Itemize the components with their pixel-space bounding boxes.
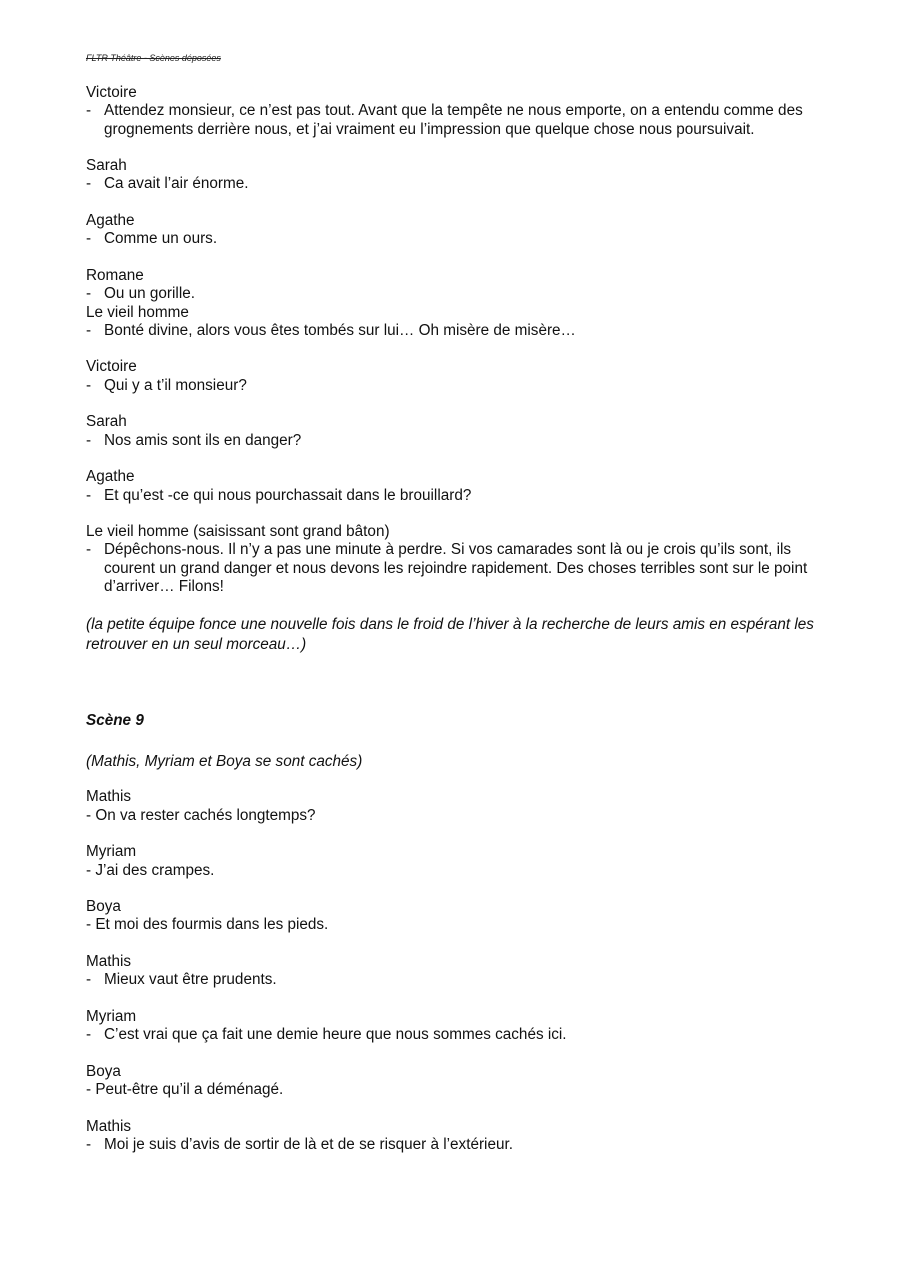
- dash-marker: -: [86, 1136, 92, 1154]
- speaker-name: Myriam: [86, 1007, 137, 1025]
- dialogue-text: - Et moi des fourmis dans les pieds.: [86, 916, 329, 934]
- dialogue-text: - J’ai des crampes.: [86, 861, 215, 879]
- speaker-name: Le vieil homme: [86, 303, 189, 321]
- dialogue-text: Moi je suis d’avis de sortir de là et de se risquer à l’extérieur.: [104, 1136, 513, 1154]
- dialogue-line: [86, 541, 826, 596]
- dash-marker: -: [86, 971, 92, 989]
- dialogue-text: Bonté divine, alors vous êtes tombés sur lui… Oh misère de misère…: [104, 321, 576, 339]
- dialogue-line: [86, 432, 826, 450]
- speaker-name: Boya: [86, 1062, 121, 1080]
- scene-title: Scène 9: [86, 711, 144, 729]
- dash-marker: -: [86, 1026, 92, 1044]
- speaker-name: Sarah: [86, 157, 127, 175]
- speaker-name: Myriam: [86, 843, 137, 861]
- speaker-name: Boya: [86, 898, 121, 916]
- dialogue-line: [86, 322, 826, 340]
- dialogue-line: [86, 1136, 826, 1154]
- stage-direction: (la petite équipe fonce une nouvelle fois dans le froid de l’hiver à la recherche de leurs amis en espérant les retrouver en un seul morceau…): [86, 615, 814, 654]
- speaker-name: Victoire: [86, 84, 137, 101]
- speaker-name: Mathis: [86, 953, 132, 971]
- dialogue-line: [86, 102, 826, 139]
- speaker-name: Le vieil homme (saisissant sont grand bâton): [86, 523, 390, 541]
- speaker-name: Agathe: [86, 212, 135, 230]
- dialogue-text: Ou un gorille.: [104, 285, 195, 303]
- dialogue-text: C’est vrai que ça fait une demie heure que nous sommes cachés ici.: [104, 1026, 567, 1044]
- stage-direction: (Mathis, Myriam et Boya se sont cachés): [86, 752, 363, 770]
- speaker-name: Romane: [86, 266, 144, 284]
- speaker-name: Sarah: [86, 413, 127, 431]
- dialogue-line: [86, 1026, 826, 1044]
- dash-marker: -: [86, 230, 92, 248]
- page-header: FLTR Théâtre - Scènes déposées: [86, 53, 221, 63]
- dash-marker: -: [86, 376, 92, 394]
- dash-marker: -: [86, 102, 92, 120]
- dialogue-text: Mieux vaut être prudents.: [104, 971, 277, 989]
- dialogue-text: Nos amis sont ils en danger?: [104, 431, 302, 449]
- dialogue-line: [86, 487, 826, 505]
- dialogue-text: Et qu’est -ce qui nous pourchassait dans le brouillard?: [104, 486, 472, 504]
- speaker-name: Agathe: [86, 468, 135, 486]
- dash-marker: -: [86, 321, 92, 339]
- dash-marker: -: [86, 541, 92, 559]
- dialogue-line: [86, 230, 826, 248]
- dialogue-text: Ca avait l’air énorme.: [104, 175, 249, 193]
- dialogue-text: Dépêchons-nous. Il n’y a pas une minute à perdre. Si vos camarades sont là ou je crois qu’ils sont, ils courent un grand danger et nous devons les rejoindre rapidement. Des choses terribles sont sur le point d’arriver… Filons!: [104, 541, 808, 596]
- dialogue-text: Comme un ours.: [104, 230, 218, 248]
- dialogue-text: - Peut-être qu’il a déménagé.: [86, 1081, 284, 1099]
- dash-marker: -: [86, 175, 92, 193]
- dialogue-text: Attendez monsieur, ce n’est pas tout. Avant que la tempête ne nous emporte, on a entendu comme des grognements derrière nous, et j’ai vraiment eu l’impression que quelque chose nous poursuivait.: [104, 102, 803, 138]
- dialogue-line: [86, 285, 826, 303]
- speaker-name: Victoire: [86, 358, 137, 376]
- dialogue-line: [86, 175, 826, 193]
- dialogue-text: - On va rester cachés longtemps?: [86, 806, 316, 824]
- dash-marker: -: [86, 285, 92, 303]
- dialogue-line: [86, 971, 826, 989]
- speaker-name: Mathis: [86, 1117, 132, 1135]
- dash-marker: -: [86, 486, 92, 504]
- speaker-name: Mathis: [86, 788, 132, 806]
- script-content: [86, 84, 826, 1154]
- dialogue-text: Qui y a t’il monsieur?: [104, 376, 247, 394]
- dash-marker: -: [86, 431, 92, 449]
- dialogue-line: [86, 377, 826, 395]
